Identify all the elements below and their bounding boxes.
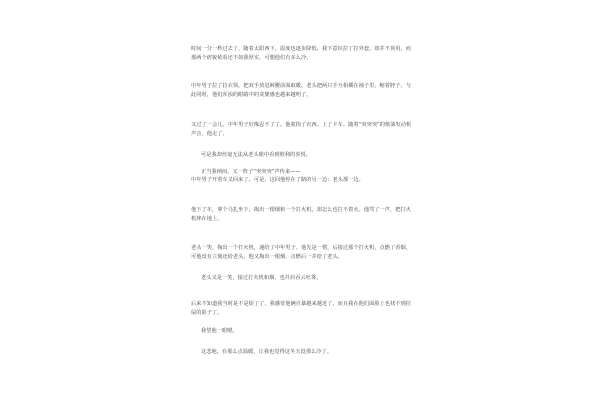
paragraph-12: 这悲地，有那么点温暖，让我也觉得这冬天没那么冷了。 [201,349,332,355]
paragraph-1: 时间一分一秒过去了。随着太阳西下，温度也逐步降低。我下意识拉了拉外套。却并不顶用。而那两个痞貌依看还不如我厚实。可想他们有多么冷。 [191,46,411,61]
paragraph-3: 又过了一会儿，中年男子好像忍不了了。他收拾了衣西。上了卡车。随着“突突突”的柴油发动机声音，他走了。 [191,122,412,137]
paragraph-8: 老头一笑，掏出一个打火机，递给了中年男子。他先是一愣，后接过那个打火机，点燃了香烟，可他没有立刻还给老头。他又掏出一根烟，点燃后一并给了老头。 [191,245,411,260]
paragraph-5: 正当我纳闷，又一阵子“突突突”声传来—— [201,169,301,175]
paragraph-9: 老头又是一笑，接过打火机和烟，也并肩吞云吐雾。 [201,275,322,281]
paragraph-6: 中年男子开着车又回来了。可是，这回他停在了路的另一边：老头那一边。 [191,177,364,183]
paragraph-2: 中年男子拉了拉衣领，把双手放进裤腰前面取暖。老头把两只手互相插在袖子里。缩着脖子。与此同时，他们浑浊的眼睛中的贪婪感也越来越明了。 [191,83,411,98]
paragraph-7: 他下了车，拿个马扎坐下，掏出一根烟和一个打火机，却怎么也打不着火。他骂了一声，把打火机摔在地上。 [191,207,411,222]
paragraph-11: 我望他一眼嗯。 [201,328,238,334]
paragraph-10: 后来不知道我当时是不是烦了了，我感觉他俩自暴越来越近了，而且我在他们面脸上也找不到拉屎的影子了。 [191,301,411,316]
paragraph-4: 可是我却丝毫无法从老头眼中看到胜利的喜悦。 [201,152,311,158]
